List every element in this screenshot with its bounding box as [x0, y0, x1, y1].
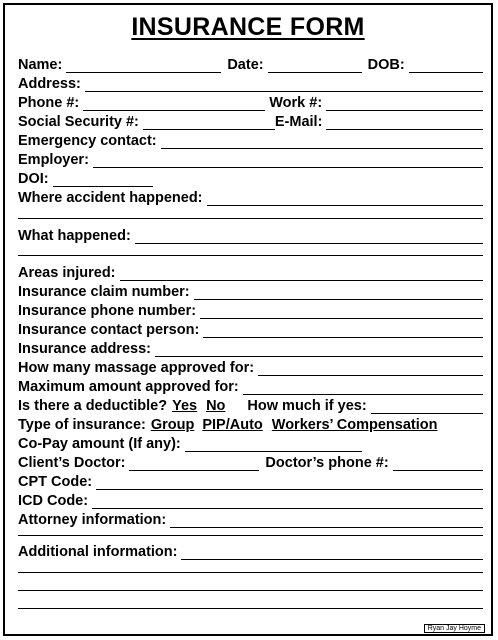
additional-label: Additional information:	[18, 544, 178, 560]
areas-injured-label: Areas injured:	[18, 265, 116, 281]
where-accident-line-2[interactable]	[18, 218, 483, 219]
areas-injured-field[interactable]	[120, 266, 484, 281]
additional-field[interactable]	[181, 545, 483, 560]
type-workers-option[interactable]: Workers’ Compensation	[271, 417, 438, 433]
work-field[interactable]	[326, 96, 483, 111]
ssn-label: Social Security #:	[18, 114, 139, 130]
max-amount-label: Maximum amount approved for:	[18, 379, 239, 395]
cpt-code-label: CPT Code:	[18, 474, 93, 490]
copay-label: Co-Pay amount (If any):	[18, 436, 181, 452]
additional-line-2[interactable]	[18, 572, 483, 573]
phone-label: Phone #:	[18, 95, 80, 111]
row-cpt-code	[18, 472, 483, 490]
emergency-contact-field[interactable]	[161, 134, 483, 149]
row-name	[18, 55, 483, 73]
clients-doctor-field[interactable]	[129, 456, 259, 471]
email-field[interactable]	[326, 115, 483, 130]
date-label: Date:	[227, 57, 264, 73]
row-where-accident	[18, 188, 483, 206]
row-areas-injured	[18, 263, 483, 281]
type-insurance-label: Type of insurance:	[18, 417, 146, 433]
where-accident-field[interactable]	[207, 191, 483, 206]
attorney-label: Attorney information:	[18, 512, 167, 528]
max-amount-field[interactable]	[243, 380, 483, 395]
how-much-field[interactable]	[371, 399, 483, 414]
claim-number-label: Insurance claim number:	[18, 284, 190, 300]
insurance-phone-label: Insurance phone number:	[18, 303, 197, 319]
row-ssn	[18, 112, 483, 130]
row-contact-person	[18, 320, 483, 338]
dob-label: DOB:	[367, 57, 405, 73]
doctors-phone-field[interactable]	[393, 456, 483, 471]
attorney-field[interactable]	[170, 513, 483, 528]
ssn-field[interactable]	[143, 115, 275, 130]
deductible-yes-option[interactable]: Yes	[172, 398, 198, 414]
address-label: Address:	[18, 76, 81, 92]
address-field[interactable]	[85, 77, 483, 92]
form-title: INSURANCE FORM	[131, 13, 365, 41]
row-doctor	[18, 453, 483, 471]
date-field[interactable]	[268, 58, 362, 73]
row-max-amount	[18, 377, 483, 395]
attorney-line-2[interactable]	[18, 535, 483, 536]
row-attorney	[18, 510, 483, 528]
contact-person-label: Insurance contact person:	[18, 322, 200, 338]
row-icd-code	[18, 491, 483, 509]
author-credit: Ryan Jay Hoyme	[424, 624, 485, 633]
row-address	[18, 74, 483, 92]
what-happened-line-2[interactable]	[18, 255, 483, 256]
what-happened-field[interactable]	[135, 229, 483, 244]
deductible-label: Is there a deductible?	[18, 398, 168, 414]
contact-person-field[interactable]	[203, 323, 483, 338]
icd-code-field[interactable]	[92, 494, 483, 509]
row-insurance-address	[18, 339, 483, 357]
employer-field[interactable]	[93, 153, 483, 168]
doctors-phone-label: Doctor’s phone #:	[265, 455, 389, 471]
name-field[interactable]	[66, 58, 221, 73]
work-label: Work #:	[269, 95, 323, 111]
massage-approved-label: How many massage approved for:	[18, 360, 255, 376]
type-group-option[interactable]: Group	[150, 417, 195, 433]
row-copay	[18, 434, 483, 452]
icd-code-label: ICD Code:	[18, 493, 89, 509]
insurance-form	[3, 3, 493, 636]
how-much-label: How much if yes:	[247, 398, 367, 414]
row-what-happened	[18, 226, 483, 244]
type-pip-option[interactable]: PIP/Auto	[202, 417, 263, 433]
insurance-address-label: Insurance address:	[18, 341, 151, 357]
deductible-no-option[interactable]: No	[206, 398, 226, 414]
row-employer	[18, 150, 483, 168]
copay-field[interactable]	[185, 437, 362, 452]
insurance-phone-field[interactable]	[200, 304, 483, 319]
row-doi	[18, 169, 483, 187]
row-type-insurance	[18, 415, 483, 433]
where-accident-label: Where accident happened:	[18, 190, 203, 206]
row-deductible	[18, 396, 483, 414]
additional-line-3[interactable]	[18, 590, 483, 591]
doi-label: DOI:	[18, 171, 49, 187]
row-additional	[18, 542, 483, 560]
massage-approved-field[interactable]	[258, 361, 483, 376]
phone-field[interactable]	[83, 96, 265, 111]
dob-field[interactable]	[409, 58, 483, 73]
doi-field[interactable]	[53, 172, 153, 187]
email-label: E-Mail:	[274, 114, 323, 130]
insurance-address-field[interactable]	[155, 342, 483, 357]
claim-number-field[interactable]	[194, 285, 483, 300]
name-label: Name:	[18, 57, 63, 73]
row-emergency	[18, 131, 483, 149]
additional-line-4[interactable]	[18, 608, 483, 609]
row-insurance-phone	[18, 301, 483, 319]
row-claim-number	[18, 282, 483, 300]
what-happened-label: What happened:	[18, 228, 131, 244]
row-phone	[18, 93, 483, 111]
cpt-code-field[interactable]	[96, 475, 483, 490]
clients-doctor-label: Client’s Doctor:	[18, 455, 126, 471]
emergency-contact-label: Emergency contact:	[18, 133, 157, 149]
employer-label: Employer:	[18, 152, 89, 168]
row-massage-approved	[18, 358, 483, 376]
